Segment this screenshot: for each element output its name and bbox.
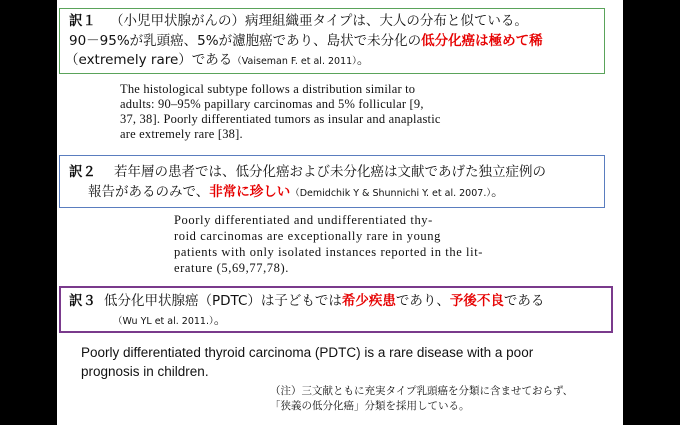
translation-3-line-1: 訳３ 低分化甲状腺癌（PDTC）は子どもでは希少疾患であり、予後不良である	[69, 293, 545, 309]
translation-label-1: 訳１	[69, 13, 96, 29]
highlight-poor-prognosis: 予後不良	[449, 293, 504, 309]
english-quote-2-line-2: roid carcinomas are exceptionally rare in young	[174, 229, 441, 243]
english-quote-1-line-3: 37, 38]. Poorly differentiated tumors as insular and anaplastic	[120, 112, 441, 126]
english-quote-1-line-1: The histological subtype follows a distribution similar to	[120, 82, 416, 96]
translation-1-line-1: 訳１ （小児甲状腺がんの）病理組織亜タイプは、大人の分布と似ている。	[69, 13, 528, 29]
footnote-line-2: 「狭義の低分化癌」分類を採用している。	[270, 400, 470, 412]
footnote-line-1: （注）三文献ともに充実タイプ乳頭癌を分類に含ませておらず、	[270, 385, 574, 397]
english-quote-2-line-3: patients with only isolated instances reported in the lit-	[174, 245, 484, 259]
citation-wu: （Wu YL et al. 2011.）	[113, 316, 214, 327]
citation-vaiseman: （Vaiseman F. et al. 2011）	[232, 56, 357, 67]
english-quote-2-line-4: erature (5,69,77,78).	[174, 261, 289, 275]
translation-1-line-3: （extremely rare）である（Vaiseman F. et al. 2011）。	[65, 52, 371, 68]
translation-label-2: 訳２	[69, 164, 96, 180]
english-quote-1-line-2: adults: 90–95% papillary carcinomas and 5% follicular [9,	[120, 97, 424, 111]
translation-2-line-1: 訳２ 若年層の患者では、低分化癌および未分化癌は文献であげた独立症例の	[69, 164, 546, 180]
translation-1-line-2: 90－95%が乳頭癌、5%が濾胞癌であり、島状で未分化の低分化癌は極めて稀	[69, 33, 543, 49]
english-quote-1-line-4: are extremely rare [38].	[120, 127, 243, 141]
highlight-very-rare: 非常に珍しい	[209, 184, 291, 200]
english-quote-2-line-1: Poorly differentiated and undifferentiated thy-	[174, 213, 433, 227]
citation-demidchik: （Demidchik Y & Shunnichi Y. et al. 2007.）	[290, 188, 492, 199]
slide	[57, 0, 623, 425]
highlight-extremely-rare: 低分化癌は極めて稀	[421, 33, 543, 49]
highlight-rare-disease: 希少疾患	[341, 293, 396, 309]
english-quote-3-line-2: prognosis in children.	[81, 364, 209, 379]
translation-label-3: 訳３	[69, 293, 96, 309]
translation-3-line-2: （Wu YL et al. 2011.）。	[113, 312, 228, 328]
translation-2-line-2: 報告があるのみで、非常に珍しい（Demidchik Y & Shunnichi Y. et al. 2007.）。	[88, 184, 505, 200]
english-quote-3-line-1: Poorly differentiated thyroid carcinoma (PDTC) is a rare disease with a poor	[81, 345, 534, 360]
